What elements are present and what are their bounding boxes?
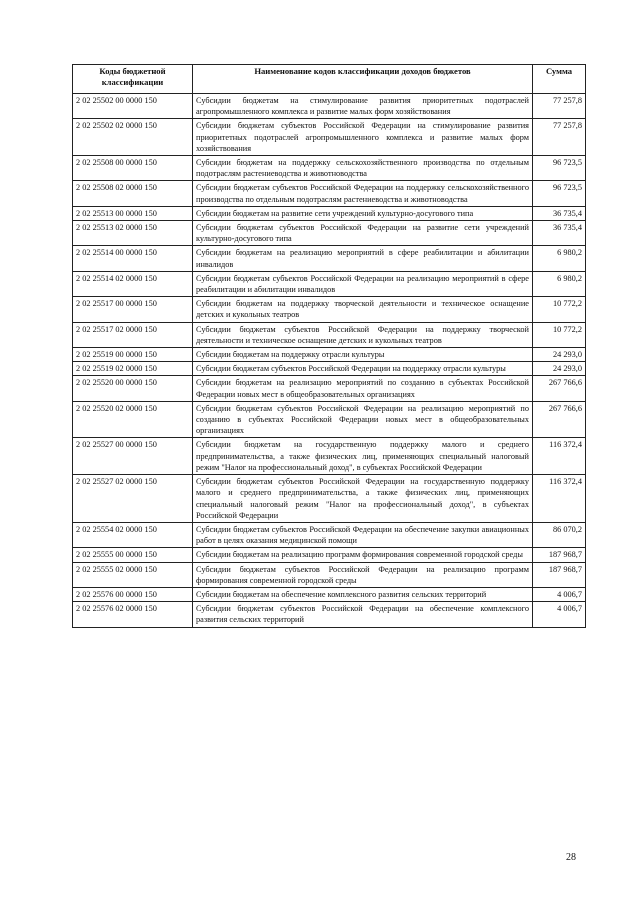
code-cell: 2 02 25554 02 0000 150 [73, 522, 193, 547]
sum-cell: 96 723,5 [533, 181, 586, 206]
name-cell: Субсидии бюджетам на развитие сети учреждений культурно-досугового типа [193, 206, 533, 220]
header-sum: Сумма [533, 65, 586, 94]
table-row [73, 206, 586, 220]
table-row [73, 322, 586, 347]
table-row [73, 94, 586, 119]
sum-cell: 86 070,2 [533, 522, 586, 547]
sum-cell: 267 766,6 [533, 376, 586, 401]
table-row [73, 181, 586, 206]
name-cell: Субсидии бюджетам на поддержку отрасли культуры [193, 348, 533, 362]
name-cell: Субсидии бюджетам на поддержку творческой деятельности и техническое оснащение детских и кукольных театров [193, 297, 533, 322]
table-row [73, 362, 586, 376]
name-cell: Субсидии бюджетам субъектов Российской Федерации на реализацию мероприятий по созданию в субъектах Российской Федерации новых мест в общеобразовательных организациях [193, 401, 533, 438]
code-cell: 2 02 25514 00 0000 150 [73, 246, 193, 271]
sum-cell: 6 980,2 [533, 271, 586, 296]
name-cell: Субсидии бюджетам субъектов Российской Федерации на реализацию мероприятий в сфере реабилитации и абилитации инвалидов [193, 271, 533, 296]
code-cell: 2 02 25519 02 0000 150 [73, 362, 193, 376]
code-cell: 2 02 25502 02 0000 150 [73, 119, 193, 156]
table-row [73, 602, 586, 627]
code-cell: 2 02 25555 02 0000 150 [73, 562, 193, 587]
code-cell: 2 02 25576 02 0000 150 [73, 602, 193, 627]
sum-cell: 10 772,2 [533, 322, 586, 347]
code-cell: 2 02 25517 00 0000 150 [73, 297, 193, 322]
name-cell: Субсидии бюджетам субъектов Российской Федерации на стимулирование развития приоритетных подотраслей агропромышленного комплекса и развитие малых форм хозяйствования [193, 119, 533, 156]
name-cell: Субсидии бюджетам на реализацию мероприятий по созданию в субъектах Российской Федерации новых мест в общеобразовательных организациях [193, 376, 533, 401]
sum-cell: 116 372,4 [533, 475, 586, 523]
table-row [73, 475, 586, 523]
sum-cell: 24 293,0 [533, 348, 586, 362]
code-cell: 2 02 25513 02 0000 150 [73, 221, 193, 246]
sum-cell: 36 735,4 [533, 221, 586, 246]
sum-cell: 187 968,7 [533, 548, 586, 562]
code-cell: 2 02 25502 00 0000 150 [73, 94, 193, 119]
code-cell: 2 02 25520 02 0000 150 [73, 401, 193, 438]
budget-revenue-table [72, 64, 586, 628]
table-row [73, 119, 586, 156]
table-row [73, 246, 586, 271]
table-row [73, 438, 586, 475]
header-name: Наименование кодов классификации доходов бюджетов [193, 65, 533, 94]
sum-cell: 6 980,2 [533, 246, 586, 271]
name-cell: Субсидии бюджетам субъектов Российской Федерации на поддержку творческой деятельности и техническое оснащение детских и кукольных театров [193, 322, 533, 347]
sum-cell: 10 772,2 [533, 297, 586, 322]
sum-cell: 187 968,7 [533, 562, 586, 587]
name-cell: Субсидии бюджетам на реализацию программ формирования современной городской среды [193, 548, 533, 562]
name-cell: Субсидии бюджетам субъектов Российской Федерации на поддержку отрасли культуры [193, 362, 533, 376]
sum-cell: 4 006,7 [533, 587, 586, 601]
table-header-row [73, 65, 586, 94]
name-cell: Субсидии бюджетам на обеспечение комплексного развития сельских территорий [193, 587, 533, 601]
code-cell: 2 02 25513 00 0000 150 [73, 206, 193, 220]
table-row [73, 271, 586, 296]
table-row [73, 587, 586, 601]
sum-cell: 24 293,0 [533, 362, 586, 376]
name-cell: Субсидии бюджетам на стимулирование развития приоритетных подотраслей агропромышленного комплекса и развитие малых форм хозяйствования [193, 94, 533, 119]
name-cell: Субсидии бюджетам субъектов Российской Федерации на обеспечение комплексного развития сельских территорий [193, 602, 533, 627]
table-row [73, 401, 586, 438]
table-body [73, 94, 586, 628]
table-row [73, 562, 586, 587]
code-cell: 2 02 25508 00 0000 150 [73, 156, 193, 181]
table-row [73, 221, 586, 246]
table-row [73, 522, 586, 547]
page-number: 28 [566, 852, 576, 863]
table-row [73, 548, 586, 562]
table-row [73, 348, 586, 362]
table-row [73, 297, 586, 322]
code-cell: 2 02 25519 00 0000 150 [73, 348, 193, 362]
sum-cell: 116 372,4 [533, 438, 586, 475]
name-cell: Субсидии бюджетам на поддержку сельскохозяйственного производства по отдельным подотраслям растениеводства и животноводства [193, 156, 533, 181]
code-cell: 2 02 25520 00 0000 150 [73, 376, 193, 401]
header-codes: Коды бюджетной классификации [73, 65, 193, 94]
table-row [73, 156, 586, 181]
name-cell: Субсидии бюджетам на реализацию мероприятий в сфере реабилитации и абилитации инвалидов [193, 246, 533, 271]
name-cell: Субсидии бюджетам субъектов Российской Федерации на поддержку сельскохозяйственного производства по отдельным подотраслям растениеводства и животноводства [193, 181, 533, 206]
name-cell: Субсидии бюджетам на государственную поддержку малого и среднего предпринимательства, а также физических лиц, применяющих специальный налоговый режим "Налог на профессиональный доход", в субъектах Российской Федерации [193, 438, 533, 475]
name-cell: Субсидии бюджетам субъектов Российской Федерации на государственную поддержку малого и среднего предпринимательства, а также физических лиц, применяющих специальный налоговый режим "Налог на профессиональный доход", в субъектах Российской Федерации [193, 475, 533, 523]
code-cell: 2 02 25517 02 0000 150 [73, 322, 193, 347]
code-cell: 2 02 25527 02 0000 150 [73, 475, 193, 523]
code-cell: 2 02 25514 02 0000 150 [73, 271, 193, 296]
sum-cell: 77 257,8 [533, 119, 586, 156]
code-cell: 2 02 25555 00 0000 150 [73, 548, 193, 562]
code-cell: 2 02 25527 00 0000 150 [73, 438, 193, 475]
sum-cell: 4 006,7 [533, 602, 586, 627]
name-cell: Субсидии бюджетам субъектов Российской Федерации на реализацию программ формирования современной городской среды [193, 562, 533, 587]
table-row [73, 376, 586, 401]
name-cell: Субсидии бюджетам субъектов Российской Федерации на обеспечение закупки авиационных работ в целях оказания медицинской помощи [193, 522, 533, 547]
sum-cell: 267 766,6 [533, 401, 586, 438]
code-cell: 2 02 25508 02 0000 150 [73, 181, 193, 206]
name-cell: Субсидии бюджетам субъектов Российской Федерации на развитие сети учреждений культурно-досугового типа [193, 221, 533, 246]
sum-cell: 96 723,5 [533, 156, 586, 181]
sum-cell: 36 735,4 [533, 206, 586, 220]
code-cell: 2 02 25576 00 0000 150 [73, 587, 193, 601]
sum-cell: 77 257,8 [533, 94, 586, 119]
